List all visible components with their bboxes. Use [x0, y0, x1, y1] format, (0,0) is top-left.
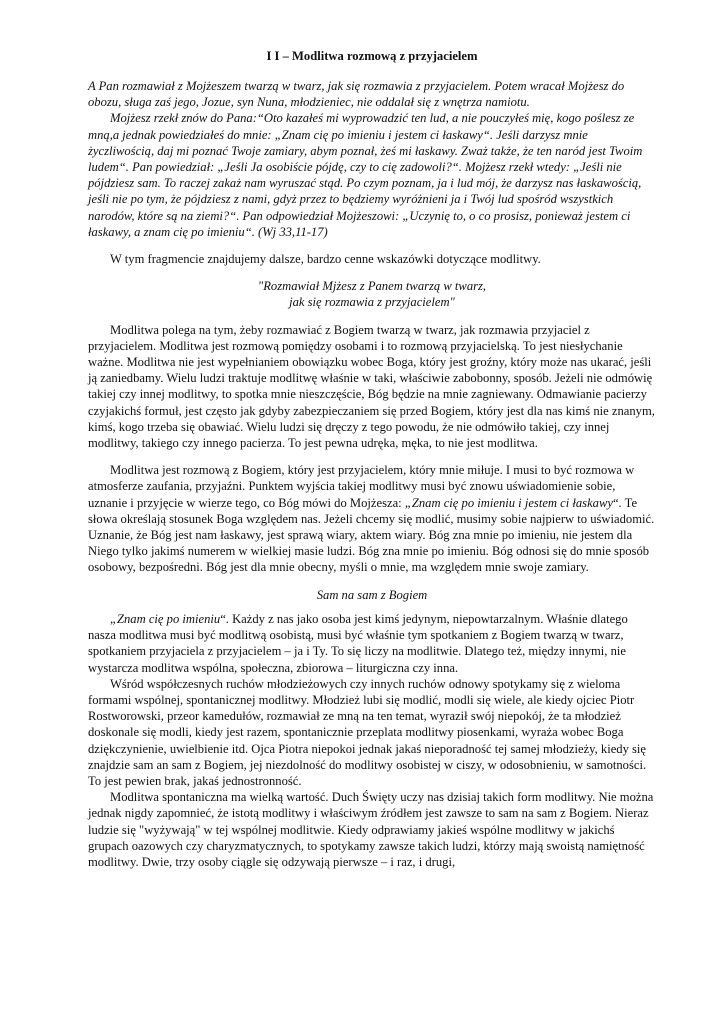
document-page: [88, 48, 656, 870]
intro-paragraph: W tym fragmencie znajdujemy dalsze, bardzo cenne wskazówki dotyczące modlitwy.: [110, 252, 541, 267]
body-paragraph-3: [88, 611, 656, 676]
scripture-paragraph-1: A Pan rozmawiał z Mojżeszem twarzą w twarz, jak się rozmawia z przyjacielem. Potem wracał Mojżesz do obozu, sługa zaś jego, Jozue, syn Nuna, młodzieniec, nie oddalał się z wnętrza namiotu.: [88, 79, 625, 110]
para2-text-after: “. Te słowa określają stosunek Boga względem nas. Jeżeli chcemy się modlić, musimy sobie najpierw to uświadomić. Uznanie, że Bóg jest nam łaskawy, jest sprawą wiary, aktem wiary. Bóg zna mnie po imieniu, nie jestem dla Niego tylko jakimś numerem w wielkiej masie ludzi. Bóg zna mnie po imieniu. Bóg odnosi się do mnie sposób osobowy, bezpośredni. Bóg jest dla mnie obecny, myśli o mnie, ma względem mnie swoje zamiary.: [88, 495, 655, 575]
body-paragraph-5: Modlitwa spontaniczna ma wielką wartość. Duch Święty uczy nas dzisiaj takich form modlitwy. Nie można jednak nigdy zapomnieć, że istotą modlitwy i właściwym źródłem jest zawsze to sam na sam z Bogiem. Nieraz ludzie się "wyżywają" w tej wspólnej modlitwie. Kiedy odprawiamy jakieś wspólne modlitwy w jakichś grupach oazowych czy charyzmatycznych, to spotykamy zawsze takich ludzi, którzy mają swoistą namiętność modlitwy. Dwie, trzy osoby ciągle się odzywają pierwsze – i raz, i drugi,: [88, 790, 654, 869]
section-subheading: Sam na sam z Bogiem: [316, 587, 428, 602]
para3-text-after: “. Każdy z nas jako osoba jest kimś jedynym, niepowtarzalnym. Właśnie dlatego nasza modlitwa musi być modlitwą osobistą, musi być właśnie tym spotkaniem z Bogiem twarzą w twarz, spotkaniem przyjaciela z przyjacielem – ja i Ty. To się liczy na modlitwie. Dlatego też, między innymi, nie wystarcza modlitwa wspólna, społeczna, zbiorowa – liturgiczna czy inna.: [88, 611, 628, 675]
para3-quote: „Znam cię po imieniu: [110, 611, 221, 626]
body-paragraph-2: [88, 462, 656, 575]
quote-line-2: jak się rozmawia z przyjacielem": [289, 295, 455, 310]
chapter-title: I I – Modlitwa rozmową z przyjacielem: [266, 49, 478, 63]
body-paragraph-1: Modlitwa polega na tym, żeby rozmawiać z Bogiem twarzą w twarz, jak rozmawia przyjaciel z przyjacielem. Modlitwa jest rozmową pomiędzy osobami i to rozmową przyjacielską. To jest niesłychanie ważne. Modlitwa nie jest wypełnianiem obowiązku wobec Boga, który jest groźny, który może nas ukarać, jeśli ją zaniedbamy. Wielu ludzi traktuje modlitwę właśnie w taki, właściwie zabobonny, sposób. Jeżeli nie odmówię takiej czy innej modlitwy, to spotka mnie nieszczęście, Bóg będzie na mnie zagniewany. Odmawianie pacierzy czyjakichś formuł, jest często jak gdyby zabezpieczaniem się przed Bogiem, który jest dla nas kimś nie znanym, kimś, kogo trzeba się obawiać. Wielu ludzi się dręczy z tego powodu, że nie odmówiło takiej, czy innej modlitwy, takiego czy innego pacierza. To jest pewna udręka, męka, to nie jest modlitwa.: [88, 322, 655, 451]
scripture-paragraph-2: Mojżesz rzekł znów do Pana:“Oto kazałeś mi wyprowadzić ten lud, a nie pouczyłeś mię, kogo poślesz ze mną,a jednak powiedziałeś do mnie: „Znam cię po imieniu i jestem ci łaskawy“. Jeśli darzysz mnie życzliwością, daj mi poznać Twoje zamiary, abym poznał, żeś mi łaskawy. Zważ także, że ten naród jest Twoim ludem“. Pan powiedział: „Jeśli Ja osobiście pójdę, czy to cię zadowoli?“. Mojżesz rzekł wtedy: „Jeśli nie pójdziesz sam. To raczej zakaż nam wyruszać stąd. Po czym poznam, ja i lud mój, że darzysz nas łaskawością, jeśli nie po tym, że pójdziesz z nami, gdyż przez to będziemy wyróżnieni ja i Twój lud spośród wszystkich narodów, które są na ziemi?“. Pan odpowiedział Mojżeszowi: „Uczynię to, o co prosisz, ponieważ jestem ci łaskawy, a znam cię po imieniu“. (Wj 33,11-17): [88, 111, 643, 239]
body-paragraph-4: Wśród współczesnych ruchów młodzieżowych czy innych ruchów odnowy spotykamy się z wieloma formami wspólnej, spontanicznej modlitwy. Młodzież lubi się modlić, modli się wiele, ale kiedy ojciec Piotr Rostworowski, przeor kamedułów, rozmawiał ze mną na ten temat, wyraził swój niepokój, że ta młodzież doskonale się modli, kiedy jest razem, spontanicznie przeplata modlitwy piosenkami, wyraża wobec Boga dziękczynienie, uwielbienie itd. Ojca Piotra niepokoi jednak jakaś nieporadność tej samej młodzieży, kiedy się znajdzie sam an sam z Bogiem, jej niezdolność do modlitwy osobistej w ciszy, w odosobnieniu, w samotności. To jest pewien brak, jakaś jednostronność.: [88, 676, 647, 788]
para2-quote: „Znam cię po imieniu i jestem ci łaskawy: [404, 495, 613, 510]
para2-text-before: Modlitwa jest rozmową z Bogiem, który jest przyjacielem, który mnie miłuje. I musi to być rozmowa w atmosferze zaufania, przyjaźni. Punktem wyjścia takiej modlitwy musi być znowu uświadomienie sobie, uznanie i przyjęcie w wierze tego, co Bóg mówi do Mojżesza:: [88, 463, 635, 510]
quote-line-1: "Rozmawiał Mjżesz z Panem twarzą w twarz,: [257, 279, 487, 294]
